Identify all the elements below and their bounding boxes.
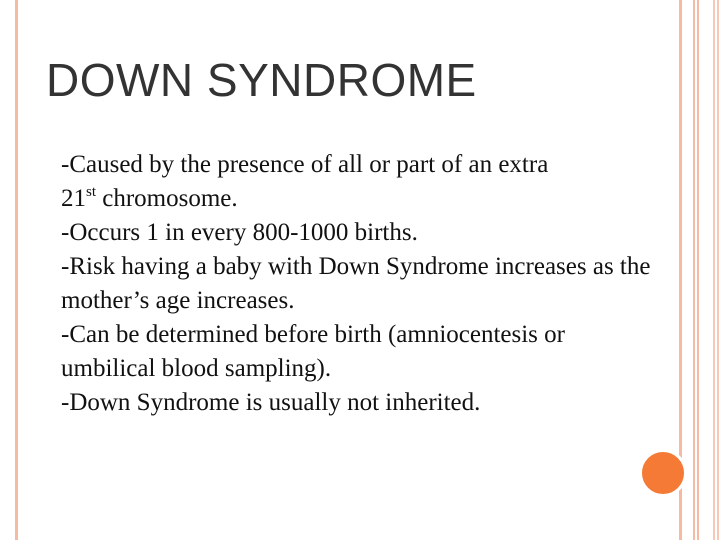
decorative-line (697, 0, 699, 540)
decorative-line (693, 0, 695, 540)
slide-body (61, 148, 661, 420)
accent-circle-icon (639, 449, 687, 497)
slide-title: DOWN SYNDROME (46, 54, 477, 106)
bullet-cause (61, 148, 661, 216)
bullet-text: chromosome. (96, 185, 238, 212)
bullet-diagnosis: -Can be determined before birth (amniocentesis or umbilical blood sampling). (61, 321, 565, 382)
decorative-line (717, 0, 719, 540)
bullet-risk: -Risk having a baby with Down Syndrome increases as the mother’s age increases. (61, 253, 651, 314)
bullet-inheritance: -Down Syndrome is usually not inherited. (61, 389, 481, 416)
ordinal-suffix: st (86, 184, 97, 200)
bullet-text: -Caused by the presence of all or part of an extra (61, 151, 549, 178)
decorative-line (713, 0, 715, 540)
ordinal-number: 21 (61, 185, 86, 212)
bullet-frequency: -Occurs 1 in every 800-1000 births. (61, 219, 418, 246)
